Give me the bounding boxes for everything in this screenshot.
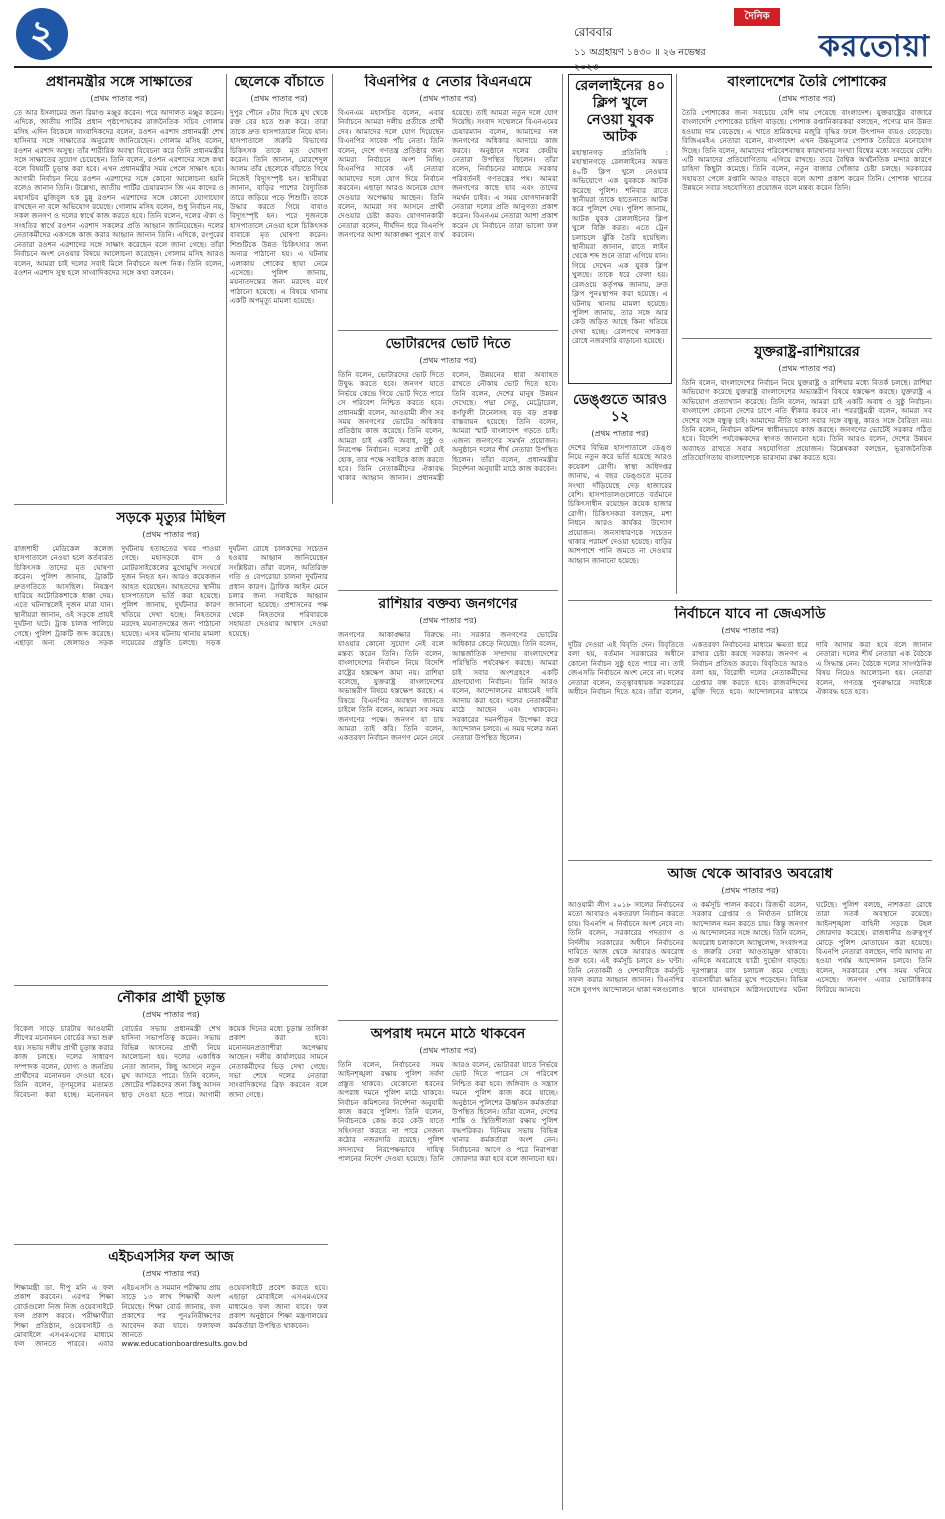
divider [676,74,677,594]
divider [14,1244,328,1245]
story-body: দুটির দেওয়া এই বিবৃতি দেন। বিবৃতিতে বলা হয়, বর্তমান সরকারের অধীনে কোনো নির্বাচন সুষ্ঠু হতে পারে না। তাই জেএসডি নির্বাচনে অংশ নেবে না। দলের নেতারা বলেন, তত্ত্বাবধায়ক সরকারের অধীনে নির্বাচন দিতে হবে। তাঁরা বলেন, একতরফা নির্বাচনের মাধ্যমে ক্ষমতা ধরে রাখার চেষ্টা করছে সরকার। জনগণ এ নির্বাচন প্রতিহত করবে। বিবৃতিতে আরও বলা হয়, বিরোধী দলের নেতাকর্মীদের গ্রেপ্তার বন্ধ করতে হবে। রাজবন্দিদের মুক্তি দিতে হবে। আন্দোলনের মাধ্যমে দাবি আদায় করা হবে বলে জানান নেতারা। দলের শীর্ষ নেতারা এক বৈঠকে এ সিদ্ধান্ত নেন। বৈঠকে দলের সাংগঠনিক বিষয় নিয়েও আলোচনা হয়। নেতারা বলেন, গণতন্ত্র পুনরুদ্ধারে সবাইকে ঐক্যবদ্ধ হতে হবে। [568,640,932,697]
story-headline: ভোটারদের ভোট দিতে [385,336,511,352]
story-body: তে আর ইসলামের জন্য রিমাণ্ড মঞ্জুর করেন। পরে আদালত মঞ্জুর করেন। এদিকে, জাতীয় পার্টির প্রধান পৃষ্ঠপোষকের রাজনৈতিক সচিব গোলাম মসিহ এদিন বিকেলে সাংবাদিকদের বলেন, রওশন এরশাদ প্রধানমন্ত্রী শেখ হাসিনার সঙ্গে সাক্ষাতের অনুরোধ জানিয়েছেন। গোলাম মসিহ বলেন, রওশন এরশাদ অসুস্থ। তাঁর শারীরিক অবস্থা বিবেচনা করে তিনি প্রধানমন্ত্রীর সঙ্গে সাক্ষাতের সুযোগ চেয়েছেন। তিনি বলেন, রওশন এরশাদের সঙ্গে কথা বলে বিষয়টি চূড়ান্ত করা হবে। এখন প্রধানমন্ত্রীর সময় পেলে সাক্ষাৎ হবে। আগামী নির্বাচন নিয়ে রওশন এরশাদের সঙ্গে কোনো আলোচনা হয়নি বলেও জানান তিনি। উল্লেখ্য, জাতীয় পার্টির চেয়ারম্যান জি এম কাদের ও মহাসচিব মুজিবুল হক চুন্নু রওশন এরশাদের সঙ্গে কোনো যোগাযোগ রাখছেন না বলে অভিযোগ রয়েছে। গোলাম মসিহ বলেন, শুধু নির্বাচন নয়, সকল জনগণ ও দলের স্বার্থে কাজ করতে হবে। তিনি বলেন, দলের ঐক্য ও সংহতির স্বার্থে রওশন এরশাদ সকলের প্রতি আহ্বান জানিয়েছেন। দলের নেতাকর্মীদের একসঙ্গে কাজ করার আহ্বান জানান তিনি। এদিকে, রংপুরের নেতারা রওশন এরশাদের সঙ্গে সাক্ষাৎ করেছেন বলে জানা গেছে। তাঁরা নির্বাচনে অংশ নেওয়ার বিষয়ে আলোচনা করেছেন। গোলাম মসিহ আরও বলেন, আমরা চাই দলের সবাই মিলে নির্বাচনে অংশ নিক। তিনি বলেন, রওশন এরশাদ সুস্থ হলে সাংবাদিকদের সঙ্গে কথা বলবেন। [14,108,224,277]
story-road [14,510,328,980]
story-body: শিক্ষামন্ত্রী ডা. দীপু মনি এ ফল প্রকাশ করবেন। এরপর শিক্ষা বোর্ডগুলো নিজ নিজ ওয়েবসাইটে ফল প্রকাশ করবে। পরীক্ষার্থীরা শিক্ষা প্রতিষ্ঠান, ওয়েবসাইট ও মোবাইলে এসএমএসের মাধ্যমে ফল জানতে পারবে। এবার এইচএসসি ও সমমান পরীক্ষায় প্রায় সাড়ে ১৩ লাখ শিক্ষার্থী অংশ নিয়েছে। শিক্ষা বোর্ড জানায়, ফল প্রকাশের পর পুনঃনিরীক্ষণের আবেদন করা যাবে। ফলাফল জানতে www.educationboardresults.gov.bd ওয়েবসাইটে প্রবেশ করতে হবে। এছাড়া মোবাইলে এসএমএসের মাধ্যমেও ফল জানা যাবে। ফল প্রকাশ অনুষ্ঠানে শিক্ষা মন্ত্রণালয়ের কর্মকর্তারা উপস্থিত থাকবেন। [14,1283,328,1349]
story-headline: নৌকার প্রার্থী চূড়ান্ত [116,990,226,1006]
story-crime [338,1026,558,1510]
story-continued: (প্রথম পাতার পর) [419,616,477,625]
story-body: দুপুর পৌনে ৫টার দিকে মুখ থেকে রক্ত বের হতে শুরু করে। তারা তাকে দ্রুত হাসপাতালে নিয়ে যান। হাসপাতালে জরুরি বিভাগের চিকিৎসক তাকে মৃত ঘোষণা করেন। তিনি জানান, মোরশেদুল আলম তাঁর ছেলেকে বাঁচাতে গিয়ে নিজেই বিদ্যুৎস্পৃষ্ট হন। স্থানীয়রা জানান, বাড়ির পাশের বৈদ্যুতিক তারে জড়িয়ে পড়ে শিশুটি। তাকে উদ্ধার করতে গিয়ে বাবাও বিদ্যুৎস্পৃষ্ট হন। পরে দুজনকে হাসপাতালে নেওয়া হলে চিকিৎসক বাবাকে মৃত ঘোষণা করেন। শিশুটিকে উন্নত চিকিৎসার জন্য অন্যত্র পাঠানো হয়। এ ঘটনায় এলাকায় শোকের ছায়া নেমে এসেছে। পুলিশ জানায়, ময়নাতদন্তের জন্য মরদেহ মর্গে পাঠানো হয়েছে। এ বিষয়ে থানায় একটি অপমৃত্যু মামলা হয়েছে। [230,108,328,306]
story-garments [682,74,932,334]
story-headline: বাংলাদেশের তৈরি পোশাকের [727,74,887,90]
story-headline: রাশিয়ার বক্তব্য জনগণের [378,596,518,612]
divider [562,74,563,1510]
story-usrussia [682,344,932,594]
story-headline: অপরাধ দমনে মাঠে থাকবেন [370,1026,526,1042]
masthead-rule [14,66,932,68]
story-continued: (প্রথম পাতার পর) [591,429,649,438]
story-continued: (প্রথম পাতার পর) [142,1010,200,1019]
story-body: দেশের বিভিন্ন হাসপাতালে ডেঙ্গু নিয়ে নতুন করে ভর্তি হয়েছে আরও কয়েকশ রোগী। স্বাস্থ্য অধিদপ্তর জানায়, এ বছর ডেঙ্গুতে মৃতের সংখ্যা দাঁড়িয়েছে দেড় হাজারের বেশি। হাসপাতালগুলোতে বর্তমানে চিকিৎসাধীন রয়েছেন কয়েক হাজার রোগী। চিকিৎসকরা বলছেন, মশা নিধনে আরও কার্যকর উদ্যোগ প্রয়োজন। জনসাধারণকে সচেতন থাকার পরামর্শ দেওয়া হয়েছে। বাড়ির আশপাশে পানি জমতে না দেওয়ার আহ্বান জানানো হয়েছে। [568,443,672,565]
story-rail [568,74,672,384]
page-number-badge [16,8,80,60]
logo-top: দৈনিক [734,8,780,26]
story-jsd [568,606,932,856]
story-job [14,990,328,1240]
newspaper-logo [734,8,930,64]
story-continued: (প্রথম পাতার পর) [721,626,779,635]
divider [338,590,558,591]
story-continued: (প্রথম পাতার পর) [90,94,148,103]
story-headline: সড়কে মৃত্যুর মিছিল [116,510,226,526]
story-continued: (প্রথম পাতার পর) [419,1046,477,1055]
story-headline: নির্বাচনে যাবে না জেএসডি [674,606,826,622]
story-dengue [568,392,672,602]
story-body: বিএনএম মহাসচিব বলেন, এবার নির্বাচনে আমরা দলীয় প্রতীকে প্রার্থী দেব। আমাদের দলে যোগ দিয়েছেন বিএনপির সাবেক পাঁচ নেতা। তিনি বলেন, দেশে গণতন্ত্র প্রতিষ্ঠার জন্য আমরা নির্বাচনে অংশ নিচ্ছি। বিএনপির সাবেক এই নেতারা আমাদের দলে যোগ দিয়ে নির্বাচন করবেন। এছাড়া আরও অনেকে যোগ দেওয়ার অপেক্ষায় আছেন। তিনি বলেন, আমরা সব আসনে প্রার্থী দেওয়ার চেষ্টা করব। যোগদানকারী নেতারা বলেন, দীর্ঘদিন ধরে বিএনপি জনগণের আশা আকাঙ্ক্ষা পূরণে ব্যর্থ হয়েছে। তাই আমরা নতুন দলে যোগ দিয়েছি। সংবাদ সম্মেলনে বিএনএমের চেয়ারম্যান বলেন, আমাদের দল জনগণের অধিকার আদায়ে কাজ করবে। অনুষ্ঠানে দলের কেন্দ্রীয় নেতারা উপস্থিত ছিলেন। তাঁরা বলেন, নির্বাচনের মাধ্যমে সরকার পরিবর্তনই গণতন্ত্রের পথ। আমরা জনগণের কাছে যাব এবং তাদের সমর্থন চাইব। এ সময় যোগদানকারী নেতারা দলের প্রতি আনুগত্য প্রকাশ করেন। বিএনএম নেতারা আশা প্রকাশ করেন যে নির্বাচনে তারা ভালো ফল করবেন। [338,108,558,240]
story-headline: ডেঙ্গুতে আরও ১২ [572,392,667,425]
story-body: তৈরি পোশাকের জন্য সবচেয়ে বেশি দাম পেয়েছে বাংলাদেশ। যুক্তরাষ্ট্রের বাজারে বাংলাদেশি পোশাকের চাহিদা বাড়ছে। পোশাক রপ্তানিকারকরা বলছেন, পণ্যের মান উন্নত হওয়ায় দাম বেড়েছে। এ খাতে শ্রমিকদের মজুরি বৃদ্ধির ফলে উৎপাদন ব্যয়ও বেড়েছে। বিজিএমইএ নেতারা বলেন, বাংলাদেশ এখন উচ্চমূল্যের পোশাক তৈরিতে মনোযোগ দিচ্ছে। তিনি বলেন, আমাদের পরিবেশবান্ধব কারখানার সংখ্যা বিশ্বের মধ্যে সবচেয়ে বেশি। এটি আমাদের প্রতিযোগিতায় এগিয়ে রাখছে। তবে বৈশ্বিক অর্থনৈতিক মন্দার কারণে চাহিদা কিছুটা কমেছে। তিনি বলেন, নতুন বাজার খোঁজার চেষ্টা চলছে। সরকারের সহায়তা পেলে রপ্তানি আরও বাড়বে বলে আশা প্রকাশ করেন তিনি। পোশাক খাতের উন্নয়নে সবার সহযোগিতা প্রয়োজন বলে মন্তব্য করেন তিনি। [682,108,932,193]
date-line: ১১ অগ্রহায়ণ ১৪৩০ ॥ ২৬ নভেম্বর [574,47,706,58]
story-continued: (প্রথম পাতার পর) [778,364,836,373]
divider [14,985,328,986]
story-headline: যুক্তরাষ্ট্র-রাশিয়ারের [754,344,860,360]
divider [338,330,558,331]
story-russia [338,596,558,1016]
story-body: তিনি বলেন, নির্বাচনের সময় আইনশৃঙ্খলা রক্ষায় পুলিশ সর্বদা প্রস্তুত থাকবে। যেকোনো ধরনের অপরাধ দমনে পুলিশ মাঠে থাকবে। নির্বাচন কমিশনের নির্দেশনা অনুযায়ী কাজ করবে পুলিশ। তিনি বলেন, নির্বাচনকে কেন্দ্র করে কেউ যাতে সহিংসতা করতে না পারে সেজন্য কঠোর নজরদারি রয়েছে। পুলিশ সদস্যদের নিরপেক্ষভাবে দায়িত্ব পালনের নির্দেশ দেওয়া হয়েছে। তিনি আরও বলেন, ভোটাররা যাতে নির্ভয়ে ভোট দিতে পারেন সে পরিবেশ নিশ্চিত করা হবে। জঙ্গিবাদ ও সন্ত্রাস দমনে পুলিশ কাজ করে যাচ্ছে। অনুষ্ঠানে পুলিশের ঊর্ধ্বতন কর্মকর্তারা উপস্থিত ছিলেন। তাঁরা বলেন, দেশের শান্তি ও স্থিতিশীলতা রক্ষায় পুলিশ বদ্ধপরিকর। বিনিময় সভায় বিভিন্ন থানার কর্মকর্তারা অংশ নেন। নির্বাচনের আগে ও পরে নিরাপত্তা জোরদার করা হবে বলে জানানো হয়। [338,1060,558,1164]
story-hsc [14,1249,328,1509]
divider [338,1020,558,1021]
story-headline: আজ থেকে আবারও অবরোধ [667,866,833,882]
story-headline: এইচএসসির ফল আজ [108,1249,234,1265]
story-blockade [568,866,932,1510]
divider [568,860,932,861]
story-headline: প্রধানমন্ত্রীর সঙ্গে সাক্ষাতের [45,74,193,90]
story-continued: (প্রথম পাতার পর) [778,94,836,103]
day-name: রোববার [574,25,613,39]
story-headline: রেললাইনের ৪০ ক্লিপ খুলে নেওয়া যুবক আটক [574,78,666,145]
divider [332,74,333,504]
story-continued: (প্রথম পাতার পর) [419,94,477,103]
story-continued: (প্রথম পাতার পর) [142,1269,200,1278]
divider [682,338,932,339]
story-pm [14,74,224,500]
logo-name: করতোয়া [818,29,930,64]
story-body: বিকেল সাড়ে চারটায় আওয়ামী লীগের মনোনয়ন বোর্ডের সভা শুরু হয়। সভায় দলীয় প্রার্থী চূড়ান্ত করার কাজ চলছে। দলের সাধারণ সম্পাদক বলেন, যোগ্য ও জনপ্রিয় প্রার্থীদের মনোনয়ন দেওয়া হবে। তিনি বলেন, তৃণমূলের মতামত বিবেচনা করা হচ্ছে। মনোনয়ন বোর্ডের সভায় প্রধানমন্ত্রী শেখ হাসিনা সভাপতিত্ব করেন। সভায় বিভিন্ন আসনের প্রার্থী নিয়ে আলোচনা হয়। দলের একাধিক নেতা জানান, কিছু আসনে নতুন মুখ আসতে পারে। তিনি বলেন, জোটের শরিকদের জন্য কিছু আসন ছাড় দেওয়া হতে পারে। আগামী কয়েক দিনের মধ্যে চূড়ান্ত তালিকা প্রকাশ করা হবে। মনোনয়নপ্রত্যাশীরা অপেক্ষায় আছেন। দলীয় কার্যালয়ের সামনে নেতাকর্মীদের ভিড় দেখা গেছে। সভা শেষে দলের নেতারা সাংবাদিকদের ব্রিফ করবেন বলে জানা গেছে। [14,1024,328,1099]
story-bnp [338,74,558,326]
story-child [230,74,328,500]
story-body: তিনি বলেন, বাংলাদেশের নির্বাচন নিয়ে যুক্তরাষ্ট্র ও রাশিয়ার মধ্যে বিতর্ক চলছে। রাশিয়া অভিযোগ করেছে যুক্তরাষ্ট্র বাংলাদেশের অভ্যন্তরীণ বিষয়ে হস্তক্ষেপ করছে। যুক্তরাষ্ট্র এ অভিযোগ প্রত্যাখ্যান করেছে। তিনি বলেন, আমরা চাই একটি অবাধ ও সুষ্ঠু নির্বাচন। বাংলাদেশ কোনো দেশের চাপে নতি স্বীকার করবে না। পররাষ্ট্রমন্ত্রী বলেন, আমরা সব দেশের সঙ্গে বন্ধুত্ব চাই। আমাদের নীতি হলো সবার সঙ্গে বন্ধুত্ব, কারও সঙ্গে বৈরিতা নয়। তিনি বলেন, নির্বাচন কমিশন স্বাধীনভাবে কাজ করছে। জনগণের ভোটেই সরকার গঠিত হবে। বিদেশি পর্যবেক্ষকদের স্বাগত জানানো হবে। তিনি আরও বলেন, দেশের উন্নয়ন অব্যাহত রাখতে সবার সহযোগিতা প্রয়োজন। বিশ্লেষকরা বলছেন, ভূরাজনৈতিক প্রতিযোগিতায় বাংলাদেশকে ভারসাম্য রক্ষা করতে হবে। [682,378,932,463]
story-headline: ছেলেকে বাঁচাতে [233,74,325,90]
divider [14,504,224,505]
story-headline: বিএনপির ৫ নেতার বিএনএমে [364,74,532,90]
story-continued: (প্রথম পাতার পর) [142,530,200,539]
masthead [14,8,932,64]
story-body: আওয়ামী লীগ ২০১৮ সালের নির্বাচনের মতো আবারও একতরফা নির্বাচন করতে চায়। বিএনপি এ নির্বাচনে অংশ নেবে না। তিনি বলেন, সরকারের পদত্যাগ ও নির্দলীয় সরকারের অধীনে নির্বাচনের দাবিতে আজ থেকে আবারও অবরোধ শুরু হবে। এই কর্মসূচি চলবে ৪৮ ঘণ্টা। তিনি নেতাকর্মী ও দেশবাসীকে কর্মসূচি সফল করার আহ্বান জানান। বিএনপির সঙ্গে যুগপৎ আন্দোলনে থাকা দলগুলোও এ কর্মসূচি পালন করবে। রিজভী বলেন, সরকার গ্রেপ্তার ও নির্যাতন চালিয়ে আন্দোলন দমন করতে চায়। কিন্তু জনগণ এ আন্দোলনের সঙ্গে আছে। তিনি বলেন, অবরোধ চলাকালে অ্যাম্বুলেন্স, সংবাদপত্র ও জরুরি সেবা আওতামুক্ত থাকবে। এদিকে অবরোধে যাত্রী দুর্ভোগ বাড়ছে। দূরপাল্লার বাস চলাচল কমে গেছে। ব্যবসায়ীরা ক্ষতির মুখে পড়েছেন। বিভিন্ন স্থানে যানবাহনে অগ্নিসংযোগের ঘটনা ঘটেছে। পুলিশ বলছে, নাশকতা রোধে তারা সতর্ক অবস্থানে রয়েছে। আইনশৃঙ্খলা বাহিনী সড়কে টহল জোরদার করেছে। রাজধানীর গুরুত্বপূর্ণ মোড়ে পুলিশ মোতায়েন করা হয়েছে। বিএনপি নেতারা বলছেন, দাবি আদায় না হওয়া পর্যন্ত আন্দোলন চলবে। তিনি বলেন, সরকারের শেষ সময় ঘনিয়ে এসেছে। জনগণ এবার ভোটাধিকার ফিরিয়ে আনবে। [568,900,932,994]
story-continued: (প্রথম পাতার পর) [721,886,779,895]
story-continued: (প্রথম পাতার পর) [419,356,477,365]
story-body: তিনি বলেন, ভোটারদের ভোট দিতে উদ্বুদ্ধ করতে হবে। জনগণ যাতে নির্ভয়ে কেন্দ্রে গিয়ে ভোট দিতে পারে সে পরিবেশ নিশ্চিত করতে হবে। প্রধানমন্ত্রী বলেন, আওয়ামী লীগ সব সময় জনগণের ভোটের অধিকার প্রতিষ্ঠায় কাজ করেছে। তিনি বলেন, আমরা চাই একটি অবাধ, সুষ্ঠু ও নিরপেক্ষ নির্বাচন। দলের প্রার্থী যেই হোক, তার পক্ষে সবাইকে কাজ করতে হবে। তিনি নেতাকর্মীদের ঐক্যবদ্ধ থাকার আহ্বান জানান। প্রধানমন্ত্রী বলেন, উন্নয়নের ধারা অব্যাহত রাখতে নৌকায় ভোট দিতে হবে। তিনি বলেন, দেশের মানুষ উন্নয়ন দেখেছে। পদ্মা সেতু, মেট্রোরেল, কর্ণফুলী টানেলসহ বড় বড় প্রকল্প বাস্তবায়ন হয়েছে। তিনি বলেন, আমরা স্মার্ট বাংলাদেশ গড়তে চাই। এজন্য জনগণের সমর্থন প্রয়োজন। অনুষ্ঠানে দলের শীর্ষ নেতারা উপস্থিত ছিলেন। তাঁরা বলেন, প্রধানমন্ত্রীর নির্দেশনা অনুযায়ী মাঠে কাজ করবেন। [338,370,558,483]
story-continued: (প্রথম পাতার পর) [250,94,308,103]
story-body: রাজশাহী মেডিকেল কলেজ হাসপাতালে নেওয়া হলে কর্তব্যরত চিকিৎসক তাদের মৃত ঘোষণা করেন। পুলিশ জানায়, ট্রাকটি দ্রুতগতিতে আসছিল। নিয়ন্ত্রণ হারিয়ে অটোরিকশাকে ধাক্কা দেয়। এতে ঘটনাস্থলেই দুজন মারা যান। স্থানীয়রা জানান, ওই সড়কে প্রায়ই দুর্ঘটনা ঘটে। ট্রাক চালক পালিয়ে গেছে। পুলিশ ট্রাকটি জব্দ করেছে। এছাড়া অন্য জেলায়ও সড়ক দুর্ঘটনায় হতাহতের খবর পাওয়া গেছে। মহাসড়কে বাস ও মোটরসাইকেলের মুখোমুখি সংঘর্ষে দুজন নিহত হন। আরও কয়েকজন আহত হয়েছেন। আহতদের স্থানীয় হাসপাতালে ভর্তি করা হয়েছে। পুলিশ জানায়, দুর্ঘটনার কারণ খতিয়ে দেখা হচ্ছে। নিহতদের মরদেহ ময়নাতদন্তের জন্য পাঠানো হয়েছে। এসব ঘটনায় থানায় মামলা দায়েরের প্রস্তুতি চলছে। সড়ক দুর্ঘটনা রোধে চালকদের সচেতন হওয়ার আহ্বান জানিয়েছেন সংশ্লিষ্টরা। তাঁরা বলেন, অতিরিক্ত গতি ও বেপরোয়া চালনা দুর্ঘটনার প্রধান কারণ। ট্রাফিক আইন মেনে চলার জন্য সবাইকে আহ্বান জানানো হয়েছে। প্রশাসনের পক্ষ থেকে নিহতদের পরিবারকে সহায়তা দেওয়ার আশ্বাস দেওয়া হয়েছে। [14,544,328,648]
divider [568,600,932,601]
page-number: ২ [29,12,55,56]
story-body: মহাস্থানগড় প্রতিনিধি : মহাস্থানগড়ে রেললাইনের অন্তত ৪০টি ক্লিপ খুলে নেওয়ার অভিযোগে এক যুবককে আটক করেছে পুলিশ। শনিবার রাতে স্থানীয়রা তাকে হাতেনাতে আটক করে পুলিশে দেয়। পুলিশ জানায়, আটক যুবক রেললাইনের ক্লিপ খুলে বিক্রি করত। এতে ট্রেন চলাচলে ঝুঁকি তৈরি হয়েছিল। স্থানীয়রা জানান, রাতে লাইন থেকে শব্দ শুনে তারা এগিয়ে যান। গিয়ে দেখেন এক যুবক ক্লিপ খুলছে। তাকে ধরে ফেলা হয়। রেলওয়ে কর্তৃপক্ষ জানায়, দ্রুত ক্লিপ পুনঃস্থাপন করা হয়েছে। এ ঘটনায় থানায় মামলা হয়েছে। পুলিশ জানায়, তার সঙ্গে আর কেউ জড়িত আছে কিনা খতিয়ে দেখা হচ্ছে। রেলপথে নাশকতা রোধে নজরদারি বাড়ানো হয়েছে। [572,148,668,346]
story-voter [338,336,558,586]
story-body: জনগণের আকাঙ্ক্ষার বিরুদ্ধে যাওয়ার কোনো সুযোগ নেই বলে মন্তব্য করেন তিনি। তিনি বলেন, বাংলাদেশের নির্বাচন নিয়ে বিদেশি রাষ্ট্রের হস্তক্ষেপ কাম্য নয়। রাশিয়া বলেছে, যুক্তরাষ্ট্র বাংলাদেশের অভ্যন্তরীণ বিষয়ে হস্তক্ষেপ করছে। এ বিষয়ে বিএনপির অবস্থান জানতে চাইলে তিনি বলেন, আমরা সব সময় জনগণের পক্ষে। জনগণ যা চায় আমরা তাই করি। তিনি বলেন, একতরফা নির্বাচন জনগণ মেনে নেবে না। সরকার জনগণের ভোটের অধিকার কেড়ে নিয়েছে। তিনি বলেন, আন্তর্জাতিক সম্প্রদায় বাংলাদেশের পরিস্থিতি পর্যবেক্ষণ করছে। আমরা চাই সবার অংশগ্রহণে একটি গ্রহণযোগ্য নির্বাচন। তিনি আরও বলেন, আন্দোলনের মাধ্যমেই দাবি আদায় করা হবে। দলের নেতাকর্মীরা মাঠে আছেন এবং থাকবেন। সরকারের দমনপীড়ন উপেক্ষা করে আন্দোলন চলবে। এ সময় দলের অন্য নেতারা উপস্থিত ছিলেন। [338,630,558,743]
divider [226,74,227,504]
